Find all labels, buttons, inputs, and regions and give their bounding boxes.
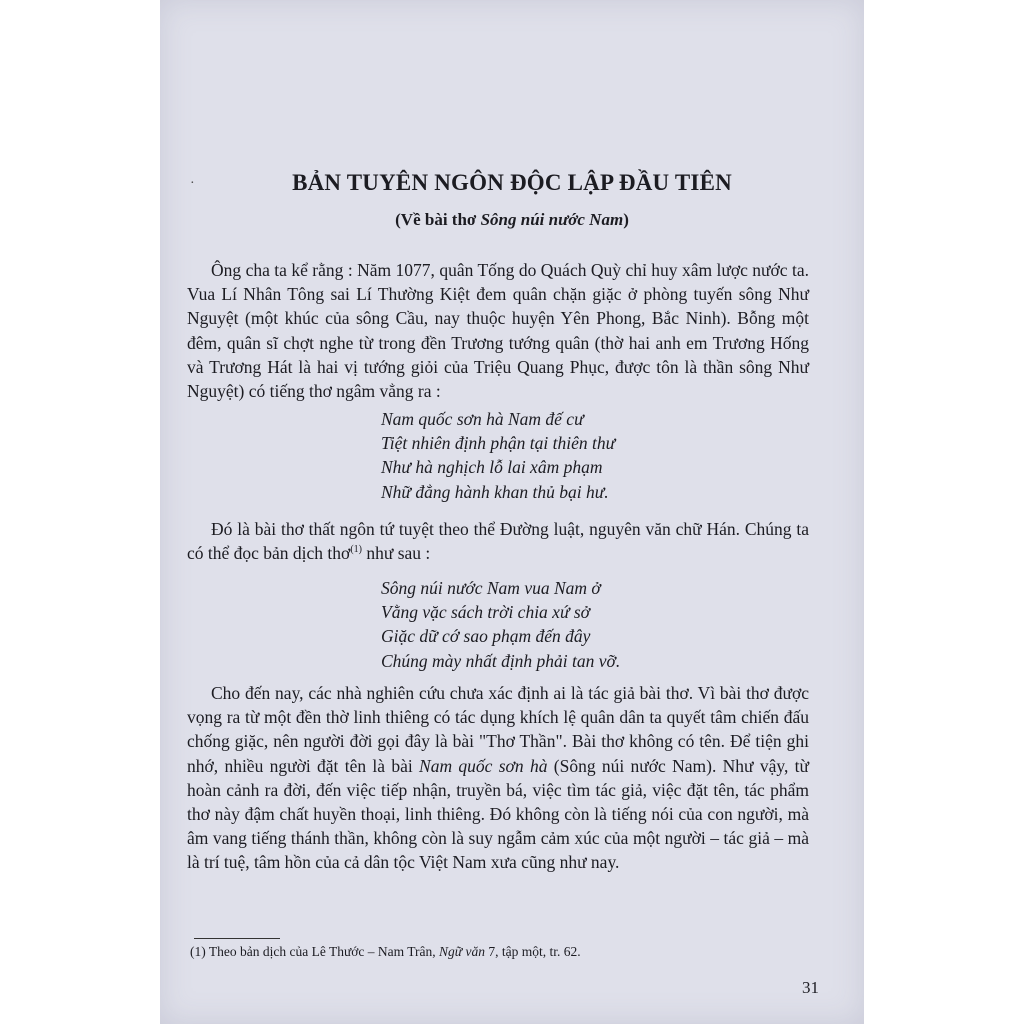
poem-original-line: Như hà nghịch lỗ lai xâm phạm — [381, 457, 603, 478]
poem-translation-line: Giặc dữ cớ sao phạm đến đây — [381, 626, 591, 647]
paragraph-3-text — [187, 681, 809, 875]
poem-translation-line: Chúng mày nhất định phải tan vỡ. — [381, 650, 621, 671]
paragraph-1-text: Ông cha ta kể rằng : Năm 1077, quân Tống do Quách Quỳ chỉ huy xâm lược nước ta. Vua Lí Nhân Tông sai Lí Thường Kiệt đem quân chặn giặc ở phòng tuyến sông Như Nguyệt (một khúc của sông Cầu, nay thuộc huyện Yên Phong, Bắc Ninh). Bỗng một đêm, quân sĩ chợt nghe từ trong đền Trương tướng quân (thờ hai anh em Trương Hống và Trương Hát là hai vị tướng giỏi của Triệu Quang Phục, được tôn là thần sông Như Nguyệt) có tiếng thơ ngâm vẳng ra : — [187, 260, 809, 402]
subtitle-prefix: (Về bài thơ — [395, 210, 481, 229]
paragraph-2-text — [187, 517, 809, 565]
page-number: 31 — [802, 978, 819, 997]
poem-original-line: Nam quốc sơn hà Nam đế cư — [381, 409, 584, 429]
footnote — [190, 944, 581, 960]
subtitle-suffix: ) — [623, 210, 629, 229]
paragraph-2 — [187, 517, 809, 565]
paragraph-2-before: Đó là bài thơ thất ngôn tứ tuyệt theo thể Đường luật, nguyên văn chữ Hán. Chúng ta có thể đọc bản dịch thơ — [187, 519, 809, 564]
footnote-ref: (1) — [350, 544, 362, 556]
poem-original — [381, 407, 615, 504]
paragraph-3-part1: Cho đến nay, các nhà nghiên cứu chưa xác định ai là tác giả bài thơ. Vì bài thơ được vọng ra từ một đền thờ linh thiêng có tác dụng khích lệ quân dân ta quyết tâm chiến đấu chống giặc, nên người đời gọi đây là bài "Thơ Thần". Bài thơ không có tên. Để tiện ghi nhớ, nhiều người đặt tên là bài — [187, 683, 809, 776]
paragraph-2-after: như sau : — [361, 543, 431, 564]
poem-original-line: Tiệt nhiên định phận tại thiên thư — [381, 433, 616, 454]
page-subtitle — [160, 210, 864, 230]
poem-translation-line: Vằng vặc sách trời chia xứ sở — [381, 602, 591, 623]
footnote-divider — [194, 938, 280, 939]
page-title: BẢN TUYÊN NGÔN ĐỘC LẬP ĐẦU TIÊN — [292, 170, 732, 195]
paragraph-3-italic: Nam quốc sơn hà — [419, 755, 548, 776]
subtitle-italic: Sông núi nước Nam — [480, 210, 624, 229]
stray-mark: · — [190, 176, 195, 191]
paragraph-3-part2: (Sông núi nước Nam). Như vậy, từ hoàn cảnh ra đời, đến việc tiếp nhận, truyền bá, việc tìm tác giả, việc đặt tên, tác phẩm thơ này đậm chất huyền thoại, linh thiêng. Đó không còn là tiếng nói của con người, mà âm vang tiếng thánh thần, không còn là suy ngẫm cảm xúc của một người – tác giả – mà là trí tuệ, tâm hồn của cả dân tộc Việt Nam xưa cũng như nay. — [187, 755, 809, 873]
poem-translation-line: Sông núi nước Nam vua Nam ở — [381, 578, 601, 598]
paragraph-1 — [187, 258, 809, 403]
paragraph-3 — [187, 681, 809, 875]
footnote-italic: Ngữ văn — [439, 944, 486, 959]
poem-original-line: Nhữ đẳng hành khan thủ bại hư. — [381, 481, 609, 502]
footnote-part2: 7, tập một, tr. 62. — [485, 944, 581, 959]
poem-translation — [381, 576, 620, 673]
book-page — [160, 0, 864, 1024]
footnote-part1: (1) Theo bản dịch của Lê Thước – Nam Trân, — [190, 944, 440, 959]
